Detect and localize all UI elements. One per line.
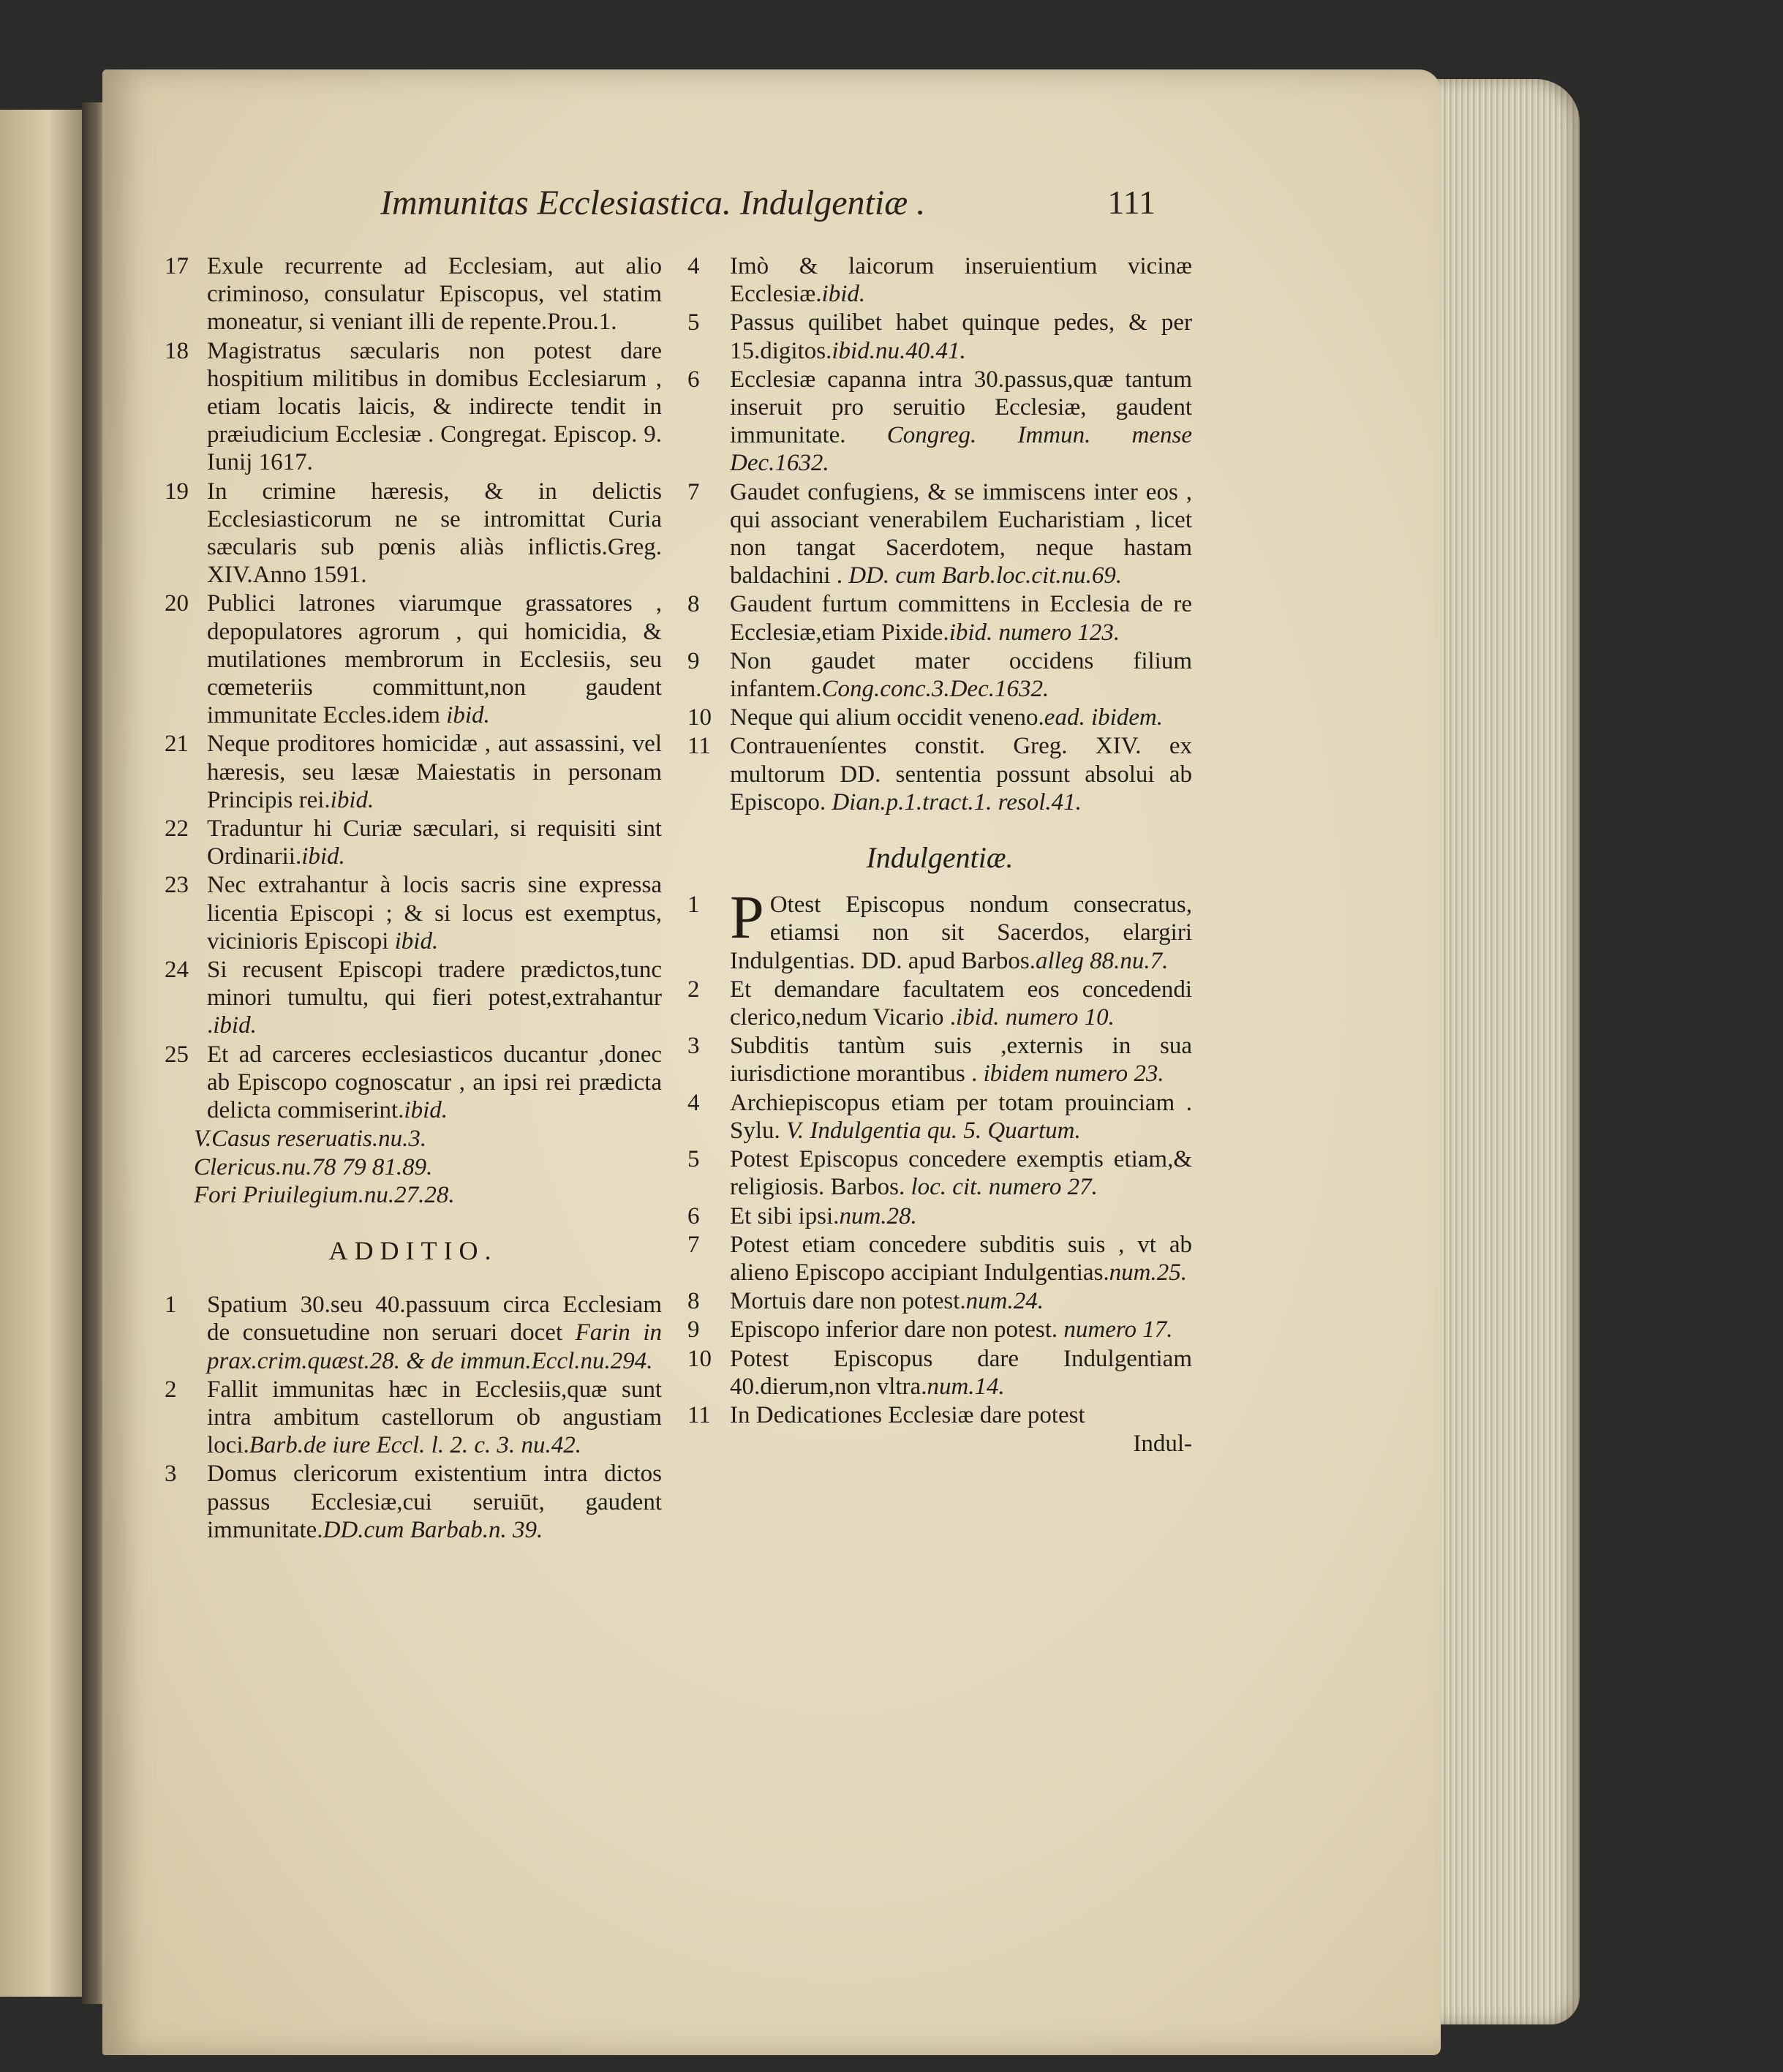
- list-item: 6 Et sibi ipsi.num.28.: [687, 1202, 917, 1229]
- list-item: 2 Et demandare facultatem eos concedendi clerico,nedum Vicario .ibid. numero 10.: [687, 976, 1192, 1031]
- list-item: 20 Publici latrones viarumque grassatores , depopulatores agrorum , qui homicidia, & mutilationes membrorum in Ecclesiis, seu cœmeteriis committunt,non gaudent immunitate Eccles.idem ibid.: [165, 590, 662, 729]
- section-heading-indulgentiae: Indulgentiæ.: [866, 841, 1014, 875]
- list-item: 21 Neque proditores homicidæ , aut assassini, vel hæresis, seu læsæ Maiestatis in personam Principis rei.ibid.: [165, 731, 662, 813]
- list-item: 11 Contraueníentes constit. Greg. XIV. ex multorum DD. sententia possunt absolui ab Episcopo. Dian.p.1.tract.1. resol.41.: [687, 733, 1192, 815]
- list-item: 5 Passus quilibet habet quinque pedes, & per 15.digitos.ibid.nu.40.41.: [687, 309, 1192, 364]
- list-item: 7 Potest etiam concedere subditis suis , vt ab alieno Episcopo accipiant Indulgentias.num.25.: [687, 1231, 1192, 1286]
- left-column: [165, 252, 662, 1545]
- list-item: 25 Et ad carceres ecclesiasticos ducantur ,donec ab Episcopo cognoscatur , an ipsi rei prædicta delicta commiserint.ibid.: [165, 1041, 662, 1124]
- list-item: 5 Potest Episcopus concedere exemptis etiam,& religiosis. Barbos. loc. cit. numero 27.: [687, 1146, 1192, 1201]
- page-number: 111: [1107, 184, 1156, 221]
- list-item: 23 Nec extrahantur à locis sacris sine expressa licentia Episcopi ; & si locus est exemptus, vicinioris Episcopi ibid.: [165, 872, 662, 954]
- list-item: 3 Domus clericorum existentium intra dictos passus Ecclesiæ,cui seruiūt, gaudent immunitate.DD.cum Barbab.n. 39.: [165, 1461, 662, 1543]
- list-item: 8 Gaudent furtum committens in Ecclesia de re Ecclesiæ,etiam Pixide.ibid. numero 123.: [687, 591, 1192, 646]
- drop-cap: P: [730, 884, 764, 952]
- list-item: 18 Magistratus sæcularis non potest dare hospitium militibus in domibus Ecclesiarum , etiam locatis laicis, & indirecte tendit in præiudicium Ecclesiæ . Congregat. Episcop. 9. Iunij 1617.: [165, 337, 662, 476]
- list-item: 3 Subditis tantùm suis ,externis in sua iurisdictione morantibus . ibidem numero 23.: [687, 1033, 1192, 1088]
- list-item: 9 Episcopo inferior dare non potest. numero 17.: [687, 1316, 1173, 1344]
- list-item: 4 Imò & laicorum inseruientium vicinæ Ecclesiæ.ibid.: [687, 253, 1192, 308]
- list-item: 22 Traduntur hi Curiæ sæculari, si requisiti sint Ordinarii.ibid.: [165, 815, 662, 870]
- list-item: 1 Spatium 30.seu 40.passuum circa Ecclesiam de consuetudine non seruari docet Farin in prax.crim.quæst.28. & de immun.Eccl.nu.294.: [165, 1292, 663, 1374]
- list-item: 4 Archiepiscopus etiam per totam prouinciam . Sylu. V. Indulgentia qu. 5. Quartum.: [687, 1089, 1192, 1144]
- list-item: 24 Si recusent Episcopi tradere prædictos,tunc minori tumultu, qui fieri potest,extrahantur .ibid.: [165, 957, 662, 1039]
- list-item: 19 In crimine hæresis, & in delictis Ecclesiasticorum ne se intromittat Curia sæcularis sub pœnis aliàs inflictis.Greg. XIV.Anno 1591.: [165, 478, 662, 589]
- cross-reference: V.Casus reseruatis.nu.3.: [194, 1126, 427, 1153]
- list-item: 1 P Otest Episcopus nondum consecratus, etiamsi non sit Sacerdos, elargiri Indulgentias. DD. apud Barbos.alleg 88.nu.7.: [687, 884, 1192, 974]
- list-item: 7 Gaudet confugiens, & se immiscens inter eos , qui associant venerabilem Eucharistiam , licet non tangat Sacerdotem, neque hastam baldachini . DD. cum Barb.loc.cit.nu.69.: [687, 478, 1192, 589]
- list-item: 10 Potest Episcopus dare Indulgentiam 40.dierum,non vltra.num.14.: [687, 1345, 1192, 1400]
- cross-reference: Clericus.nu.78 79 81.89.: [194, 1153, 433, 1180]
- running-title: Immunitas Ecclesiastica. Indulgentiæ .: [380, 184, 926, 222]
- cross-reference: Fori Priuilegium.nu.27.28.: [194, 1181, 455, 1208]
- facing-page-edge: [0, 110, 88, 1997]
- section-heading-additio: ADDITIO.: [328, 1235, 498, 1265]
- right-column: [687, 252, 1192, 1458]
- list-item: 17 Exule recurrente ad Ecclesiam, aut alio criminoso, consulatur Episcopus, vel statim moneatur, si veniant illi de repente.Prou.1.: [165, 253, 662, 336]
- running-header: [380, 183, 1156, 223]
- catchword: Indul-: [1133, 1431, 1192, 1458]
- list-item: 8 Mortuis dare non potest.num.24.: [687, 1288, 1044, 1315]
- list-item: 9 Non gaudet mater occidens filium infantem.Cong.conc.3.Dec.1632.: [687, 647, 1192, 703]
- list-item: 2 Fallit immunitas hæc in Ecclesiis,quæ sunt intra ambitum castellorum ob angustiam loci.Barb.de iure Eccl. l. 2. c. 3. nu.42.: [165, 1376, 662, 1459]
- list-item: 11 In Dedicationes Ecclesiæ dare potest: [687, 1401, 1085, 1428]
- list-item: 10 Neque qui alium occidit veneno.ead. ibidem.: [687, 704, 1164, 731]
- list-item: 6 Ecclesiæ capanna intra 30.passus,quæ tantum inseruit pro seruitio Ecclesiæ, gaudent immunitate. Congreg. Immun. mense Dec.1632.: [687, 366, 1192, 477]
